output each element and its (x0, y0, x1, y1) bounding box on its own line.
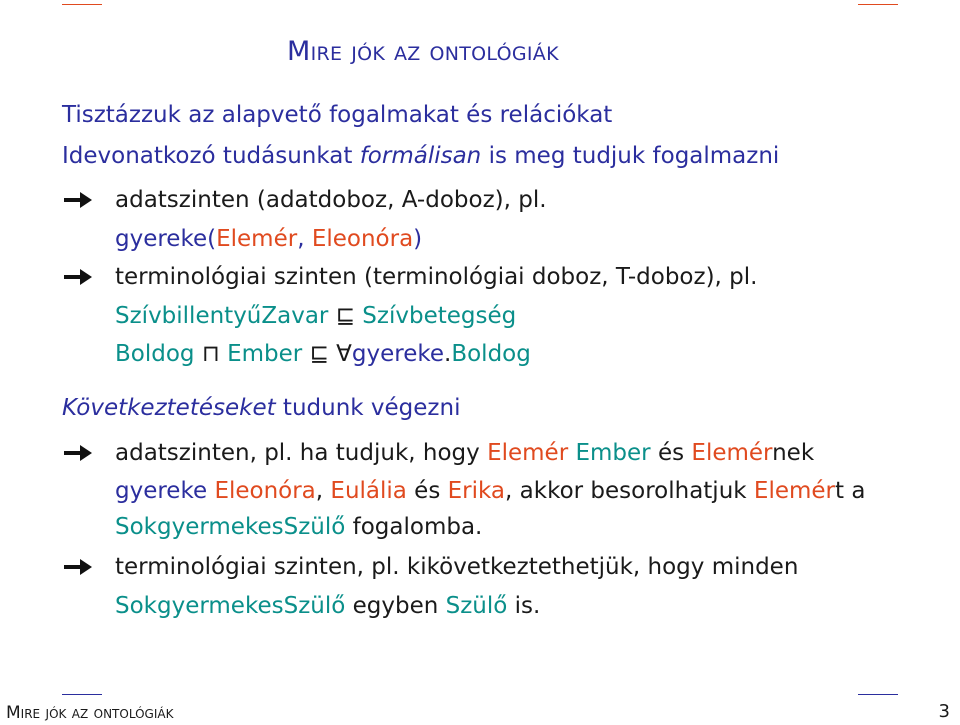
text: és (650, 440, 692, 466)
bullet-1-label: adatszinten (adatdoboz, A-doboz), pl. (115, 187, 547, 213)
concept-boldog: Boldog (451, 341, 531, 367)
individual-eleonora: Eleonóra (214, 478, 316, 504)
intro-text-1: Tisztázzuk az alapvető fogalmakat és relációkat (62, 102, 613, 128)
page-number: 3 (938, 701, 950, 722)
bullet-2-text (115, 263, 757, 291)
concept-ember: Ember (575, 440, 651, 466)
bullet-2-label: terminológiai szinten (terminológiai doboz, T-doboz), pl. (115, 264, 758, 290)
axiom-2 (115, 340, 531, 368)
intro-italic: formálisan (359, 143, 482, 169)
section-2-italic: Következtetéseket (62, 395, 276, 421)
intro-line-2 (62, 142, 779, 170)
subsumption-symbol: ⊑ (309, 341, 329, 367)
dot: . (444, 341, 452, 367)
section-2-rest: tudunk végezni (275, 395, 461, 421)
concept-boldog: Boldog (115, 341, 195, 367)
text: adatszinten, pl. ha tudjuk, hogy (115, 440, 488, 466)
individual-eleonora: Eleonóra (311, 226, 414, 252)
individual-elemer: Elemér (753, 478, 836, 504)
right-arrow-icon (62, 186, 98, 214)
concept-sokgyermekesszulo: SokgyermekesSzülő (115, 593, 346, 619)
individual-elemer: Elemér (216, 226, 298, 252)
text: t a (835, 478, 866, 504)
individual-elemer: Elemér (691, 440, 773, 466)
text: terminológiai szinten, pl. kikövetkeztethetjük, hogy minden (115, 554, 799, 580)
right-arrow-icon (62, 553, 98, 581)
forall-symbol: ∀ (336, 341, 352, 367)
footer-title: Mire jók az ontológiák (6, 703, 174, 723)
individual-elemer: Elemér (487, 440, 569, 466)
bullet-3-line-3 (115, 513, 482, 541)
subsumption-symbol: ⊑ (335, 303, 355, 329)
intersection-symbol: ⊓ (201, 341, 220, 367)
concept-szulo: Szülő (445, 593, 508, 619)
concept-ember: Ember (227, 341, 303, 367)
text: és (406, 478, 448, 504)
role-gyereke: gyereke (351, 341, 445, 367)
role-gyereke: gyereke (115, 226, 208, 252)
text: , (315, 478, 331, 504)
intro-text-2a: Idevonatkozó tudásunkat (62, 143, 360, 169)
individual-eulalia: Eulália (330, 478, 407, 504)
comma: , (297, 226, 312, 252)
bullet-3-line-2 (115, 477, 865, 505)
bullet-4-line-1 (115, 553, 798, 581)
bullet-1-example (115, 225, 422, 253)
text: nek (772, 440, 815, 466)
role-gyereke: gyereke (115, 478, 208, 504)
bullet-1-text (115, 186, 547, 214)
intro-text-2b: is meg tudjuk fogalmazni (481, 143, 780, 169)
bottom-rule-right (858, 694, 898, 695)
section-2-heading (62, 394, 460, 422)
bottom-rule-left (62, 694, 102, 695)
text: is. (507, 593, 541, 619)
intro-line-1 (62, 101, 612, 129)
text: fogalomba. (345, 514, 483, 540)
right-arrow-icon (62, 263, 98, 291)
slide-title: Mire jók az ontológiák (287, 36, 559, 67)
right-arrow-icon (62, 439, 98, 467)
concept-szivbetegseg: Szívbetegség (362, 303, 517, 329)
top-rule-right (858, 4, 898, 5)
top-rule-left (62, 4, 102, 5)
bullet-3-line-1 (115, 439, 814, 467)
axiom-1 (115, 302, 516, 330)
paren-open: ( (207, 226, 217, 252)
text: , akkor besorolhatjuk (505, 478, 754, 504)
text: egyben (345, 593, 446, 619)
paren-close: ) (413, 226, 423, 252)
bullet-4-line-2 (115, 592, 540, 620)
individual-erika: Erika (447, 478, 506, 504)
concept-szivbillentyuzavar: SzívbillentyűZavar (115, 303, 329, 329)
concept-sokgyermekesszulo: SokgyermekesSzülő (115, 514, 346, 540)
